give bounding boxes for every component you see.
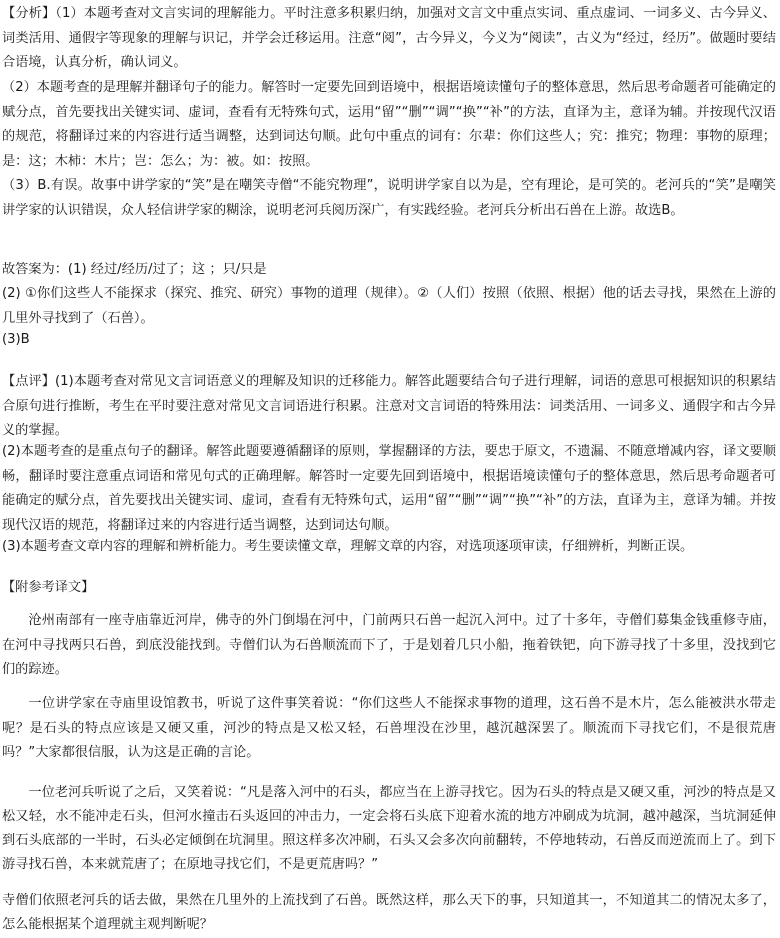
comment-paragraph-3: (3)本题考查文章内容的理解和辨析能力。考生要读懂文章，理解文章的内容，对选项逐项审读，仔细辨析，判断正误。 <box>2 539 694 554</box>
answer-line-2: (2) ①你们这些人不能探求（探究、推究、研究）事物的道理（规律）。②（人们）按照（依照、根据）他的话去寻找，果然在上游的几里外寻找到了（石兽）。 <box>2 286 776 326</box>
translation-paragraph-4: 寺僧们依照老河兵的话去做，果然在几里外的上流找到了石兽。既然这样，那么天下的事，只知道其一，不知道其二的情况太多了，怎么能根据某个道理就主观判断呢？ <box>2 893 776 932</box>
analysis-paragraph-3: （3）B.有误。故事中讲学家的“笑”是在嘲笑寺僧“不能究物理”，说明讲学家自以为是，空有理论，是可笑的。老河兵的“笑”是嘲笑讲学家的认识错误，众人轻信讲学家的糊涂，说明老河兵阅历深广，有实践经验。老河兵分析出石兽在上游。故选B。 <box>2 178 776 218</box>
answer-line-3: (3)B <box>2 332 30 347</box>
comment-paragraph-1: 【点评】(1)本题考查对常见文言词语意义的理解及知识的迁移能力。解答此题要结合句子进行理解，词语的意思可根据知识的积累结合原句进行推断，考生在平时要注意对常见文言词语进行积累。注意对文言词语的特殊用法：词类活用、一词多义、通假字和古今异义的掌握。 <box>2 374 776 438</box>
translation-heading: 【附参考译文】 <box>2 580 95 595</box>
comment-paragraph-2: (2)本题考查的是重点句子的翻译。解答此题要遵循翻译的原则，掌握翻译的方法，要忠于原文，不遗漏、不随意增减内容，译文要顺畅，翻译时要注意重点词语和常见句式的正确理解。解答时一定要先回到语境中，根据语境读懂句子的整体意思，然后思考命题者可能确定的赋分点，首先要找出关键实词、虚词，查看有无特殊句式，运用“留”“删”“调”“换”“补”的方法，直译为主，意译为辅。并按现代汉语的规范，将翻译过来的内容进行适当调整，达到词达句顺。 <box>2 444 776 533</box>
translation-paragraph-3: 一位老河兵听说了之后，又笑着说：“凡是落入河中的石头，都应当在上游寻找它。因为石头的特点是又硬又重，河沙的特点是又松又轻，水不能冲走石头，但河水撞击石头返回的冲击力，一定会将石头底下迎着水流的地方冲刷成为坑洞，越冲越深，当坑洞延伸到石头底部的一半时，石头必定倾倒在坑洞里。照这样多次冲刷，石头又会多次向前翻转，不停地转动，石兽反而逆流而上了。到下游寻找石兽，本来就荒唐了；在原地寻找它们，不是更荒唐吗？” <box>2 785 776 872</box>
translation-paragraph-1: 沧州南部有一座寺庙靠近河岸，佛寺的外门倒塌在河中，门前两只石兽一起沉入河中。过了十多年，寺僧们募集金钱重修寺庙，在河中寻找两只石兽，到底没能找到。寺僧们认为石兽顺流而下了，于是划着几只小船，拖着铁钯，向下游寻找了十多里，没找到它们的踪迹。 <box>2 613 776 677</box>
translation-paragraph-2: 一位讲学家在寺庙里设馆教书，听说了这件事笑着说：“你们这些人不能探求事物的道理，这石兽不是木片，怎么能被洪水带走呢？是石头的特点应该是又硬又重，河沙的特点是又松又轻，石兽埋没在沙里，越沉越深罢了。顺流而下寻找它们，不是很荒唐吗？”大家都很信服，认为这是正确的言论。 <box>2 696 776 760</box>
analysis-paragraph-2: （2）本题考查的是理解并翻译句子的能力。解答时一定要先回到语境中，根据语境读懂句子的整体意思，然后思考命题者可能确定的赋分点，首先要找出关键实词、虚词，查看有无特殊句式，运用“留”“删”“调”“换”“补”的方法，直译为主，意译为辅。并按现代汉语的规范，将翻译过来的内容进行适当调整，达到词达句顺。此句中重点的词有：尔辈：你们这些人；究：推究；物理：事物的原理；是：这；木柿：木片；岂：怎么；为：被。如：按照。 <box>2 80 776 169</box>
answer-line-1: 故答案为：(1) 经过/经历/过了；这 ；只/只是 <box>2 262 267 277</box>
analysis-paragraph-1: 【分析】（1）本题考查对文言实词的理解能力。平时注意多积累归纳，加强对文言文中重点实词、重点虚词、一词多义、古今异义、词类活用、通假字等现象的理解与识记，并学会迁移运用。注意“阅”，古今异义，今义为“阅读”，古义为“经过，经历”。做题时要结合语境，认真分析，确认词义。 <box>2 6 776 70</box>
